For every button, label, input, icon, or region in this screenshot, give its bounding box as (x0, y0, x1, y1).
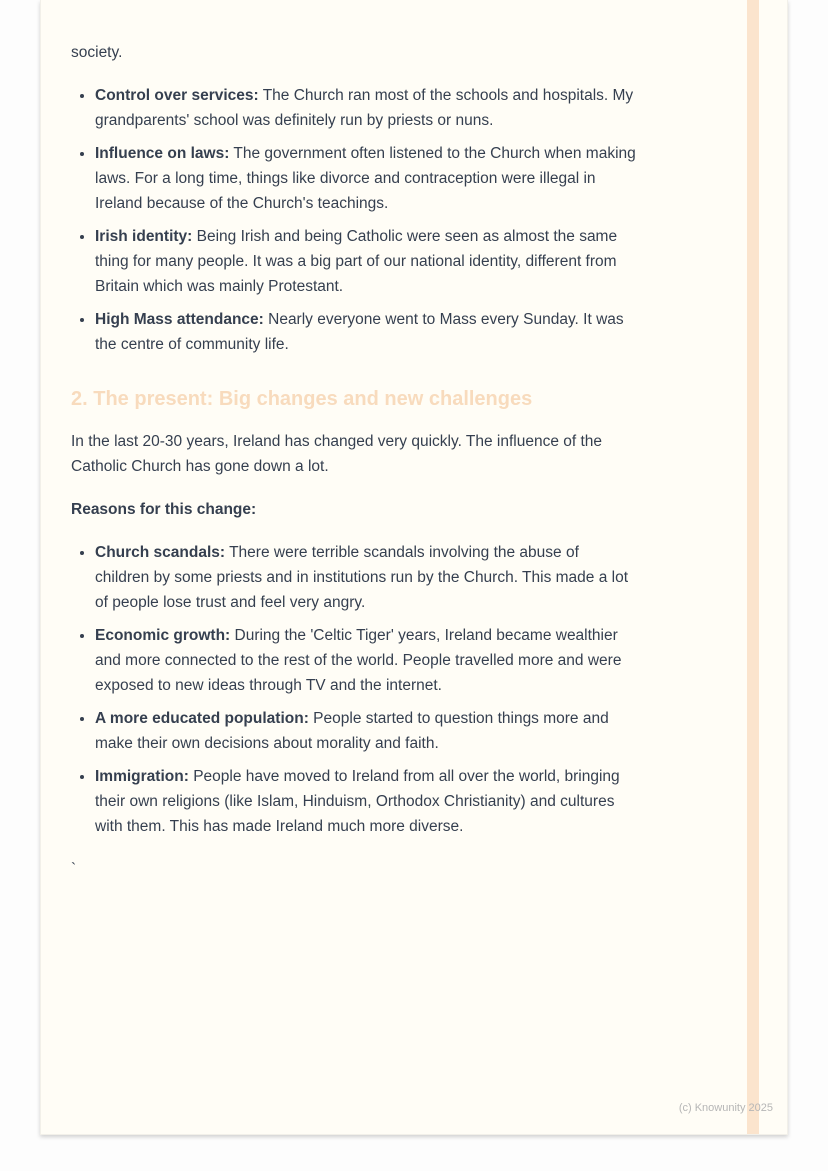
section2-intro: In the last 20-30 years, Ireland has changed very quickly. The influence of the Catholic Church has gone down a lot. (71, 433, 603, 475)
footer-copyright: (c) Knowunity 2025 (678, 1102, 773, 1114)
list-item-text: Being Irish and being Catholic were seen as almost the same thing for many people. It was a big part of our national identity, different from Britain which was mainly Protestant. (95, 228, 618, 295)
list-item-lead: Influence on laws: (95, 145, 230, 162)
intro-fragment: society. (71, 44, 123, 61)
document-content (41, 0, 787, 882)
list-item-text: The government often listened to the Church when making laws. For a long time, things like divorce and contraception were illegal in Ireland because of the Church's teachings. (95, 145, 636, 212)
list-item-lead: Control over services: (95, 87, 259, 104)
section1-list (71, 83, 637, 357)
list-item-lead: Irish identity: (95, 228, 193, 245)
list-item (95, 141, 637, 216)
list-item-lead: Church scandals: (95, 544, 226, 561)
list-item-text: People have moved to Ireland from all over the world, bringing their own religions (like Islam, Hinduism, Orthodox Christianity) and cultures with them. This has made Ireland much more diverse. (95, 768, 620, 835)
list-item-lead: Economic growth: (95, 627, 231, 644)
list-item-text: People started to question things more and make their own decisions about morality and faith. (95, 710, 609, 752)
list-item-text: During the 'Celtic Tiger' years, Ireland became wealthier and more connected to the rest of the world. People travelled more and were exposed to new ideas through TV and the internet. (95, 627, 622, 694)
stray-character: ` (71, 861, 77, 878)
list-item-text: Nearly everyone went to Mass every Sunday. It was the centre of community life. (95, 311, 624, 353)
list-item (95, 706, 637, 756)
list-item (95, 540, 637, 615)
list-item-lead: High Mass attendance: (95, 311, 264, 328)
list-item-lead: Immigration: (95, 768, 189, 785)
list-item (95, 764, 637, 839)
section2-heading: 2. The present: Big changes and new challenges (71, 388, 533, 410)
list-item (95, 224, 637, 299)
list-item-lead: A more educated population: (95, 710, 309, 727)
list-item (95, 83, 637, 133)
section2-list (71, 540, 637, 839)
list-item (95, 307, 637, 357)
list-item-text: There were terrible scandals involving the abuse of children by some priests and in institutions run by the Church. This made a lot of people lose trust and feel very angry. (95, 544, 629, 611)
list-item (95, 623, 637, 698)
document-page (40, 0, 788, 1135)
section2-subheading: Reasons for this change: (71, 501, 257, 518)
list-item-text: The Church ran most of the schools and hospitals. My grandparents' school was definitely run by priests or nuns. (95, 87, 634, 129)
